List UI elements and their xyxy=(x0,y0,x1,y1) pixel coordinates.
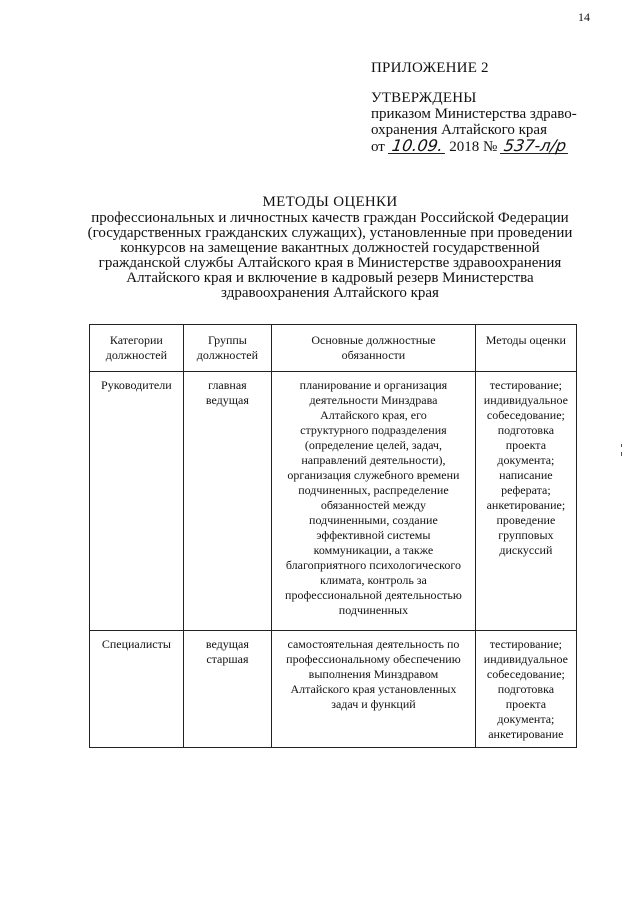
header-methods: Методы оценки xyxy=(475,325,576,372)
heading-title: МЕТОДЫ ОЦЕНКИ xyxy=(262,194,398,210)
cell-duties: самостоятельная деятельность по профессиональному обеспечению выполнения Минздравом Алтайского края установленных задач и функций xyxy=(272,631,476,748)
handwritten-number: 537-л/р xyxy=(500,138,570,154)
from-prefix: от xyxy=(371,139,385,155)
table-header-row xyxy=(90,325,577,372)
cell-category: Специалисты xyxy=(90,631,184,748)
cell-duties: планирование и организация деятельности Минздрава Алтайского края, его структурного подразделения (определение целей, задач, направлений деятельности), организация служебного времени подчиненных, распределение обязанностей между подчиненными, создание эффективной системы коммуникации, а также благоприятного психологического климата, контроль за профессиональной деятельностью подчиненных xyxy=(272,372,476,631)
methods-table xyxy=(89,324,577,748)
table-row xyxy=(90,631,577,748)
header-duties: Основные должностные обязанности xyxy=(272,325,476,372)
approval-block xyxy=(371,60,621,155)
heading-subtitle: профессиональных и личностных качеств граждан Российской Федерации (государственных гражданских служащих), установленные при проведении конкурсов на замещение вакантных должностей государственной гражданской службы Алтайского края в Министерстве здравоохранения Алтайского края и включение в кадровый резерв Министерства здравоохранения Алтайского края xyxy=(87,210,573,301)
order-date-line xyxy=(371,138,621,155)
margin-scan-mark xyxy=(620,444,623,458)
order-line-2: охранения Алтайского края xyxy=(371,122,547,138)
cell-methods: тестирование; индивидуальное собеседование; подготовка проекта документа; написание реферата; анкетирование; проведение групповых дискуссий xyxy=(475,372,576,631)
cell-groups: главная ведущая xyxy=(183,372,271,631)
page-number: 14 xyxy=(578,10,590,24)
handwritten-date: 10.09. xyxy=(387,138,446,154)
header-category: Категории должностей xyxy=(90,325,184,372)
header-groups: Группы должностей xyxy=(183,325,271,372)
table-row xyxy=(90,372,577,631)
approved-label: УТВЕРЖДЕНЫ xyxy=(371,90,477,106)
cell-methods: тестирование; индивидуальное собеседование; подготовка проекта документа; анкетирование xyxy=(475,631,576,748)
order-year: 2018 № xyxy=(449,139,498,155)
document-heading xyxy=(60,195,600,301)
cell-category: Руководители xyxy=(90,372,184,631)
order-line-1: приказом Министерства здраво- xyxy=(371,106,577,122)
annex-label: ПРИЛОЖЕНИЕ 2 xyxy=(371,60,489,76)
cell-groups: ведущая старшая xyxy=(183,631,271,748)
